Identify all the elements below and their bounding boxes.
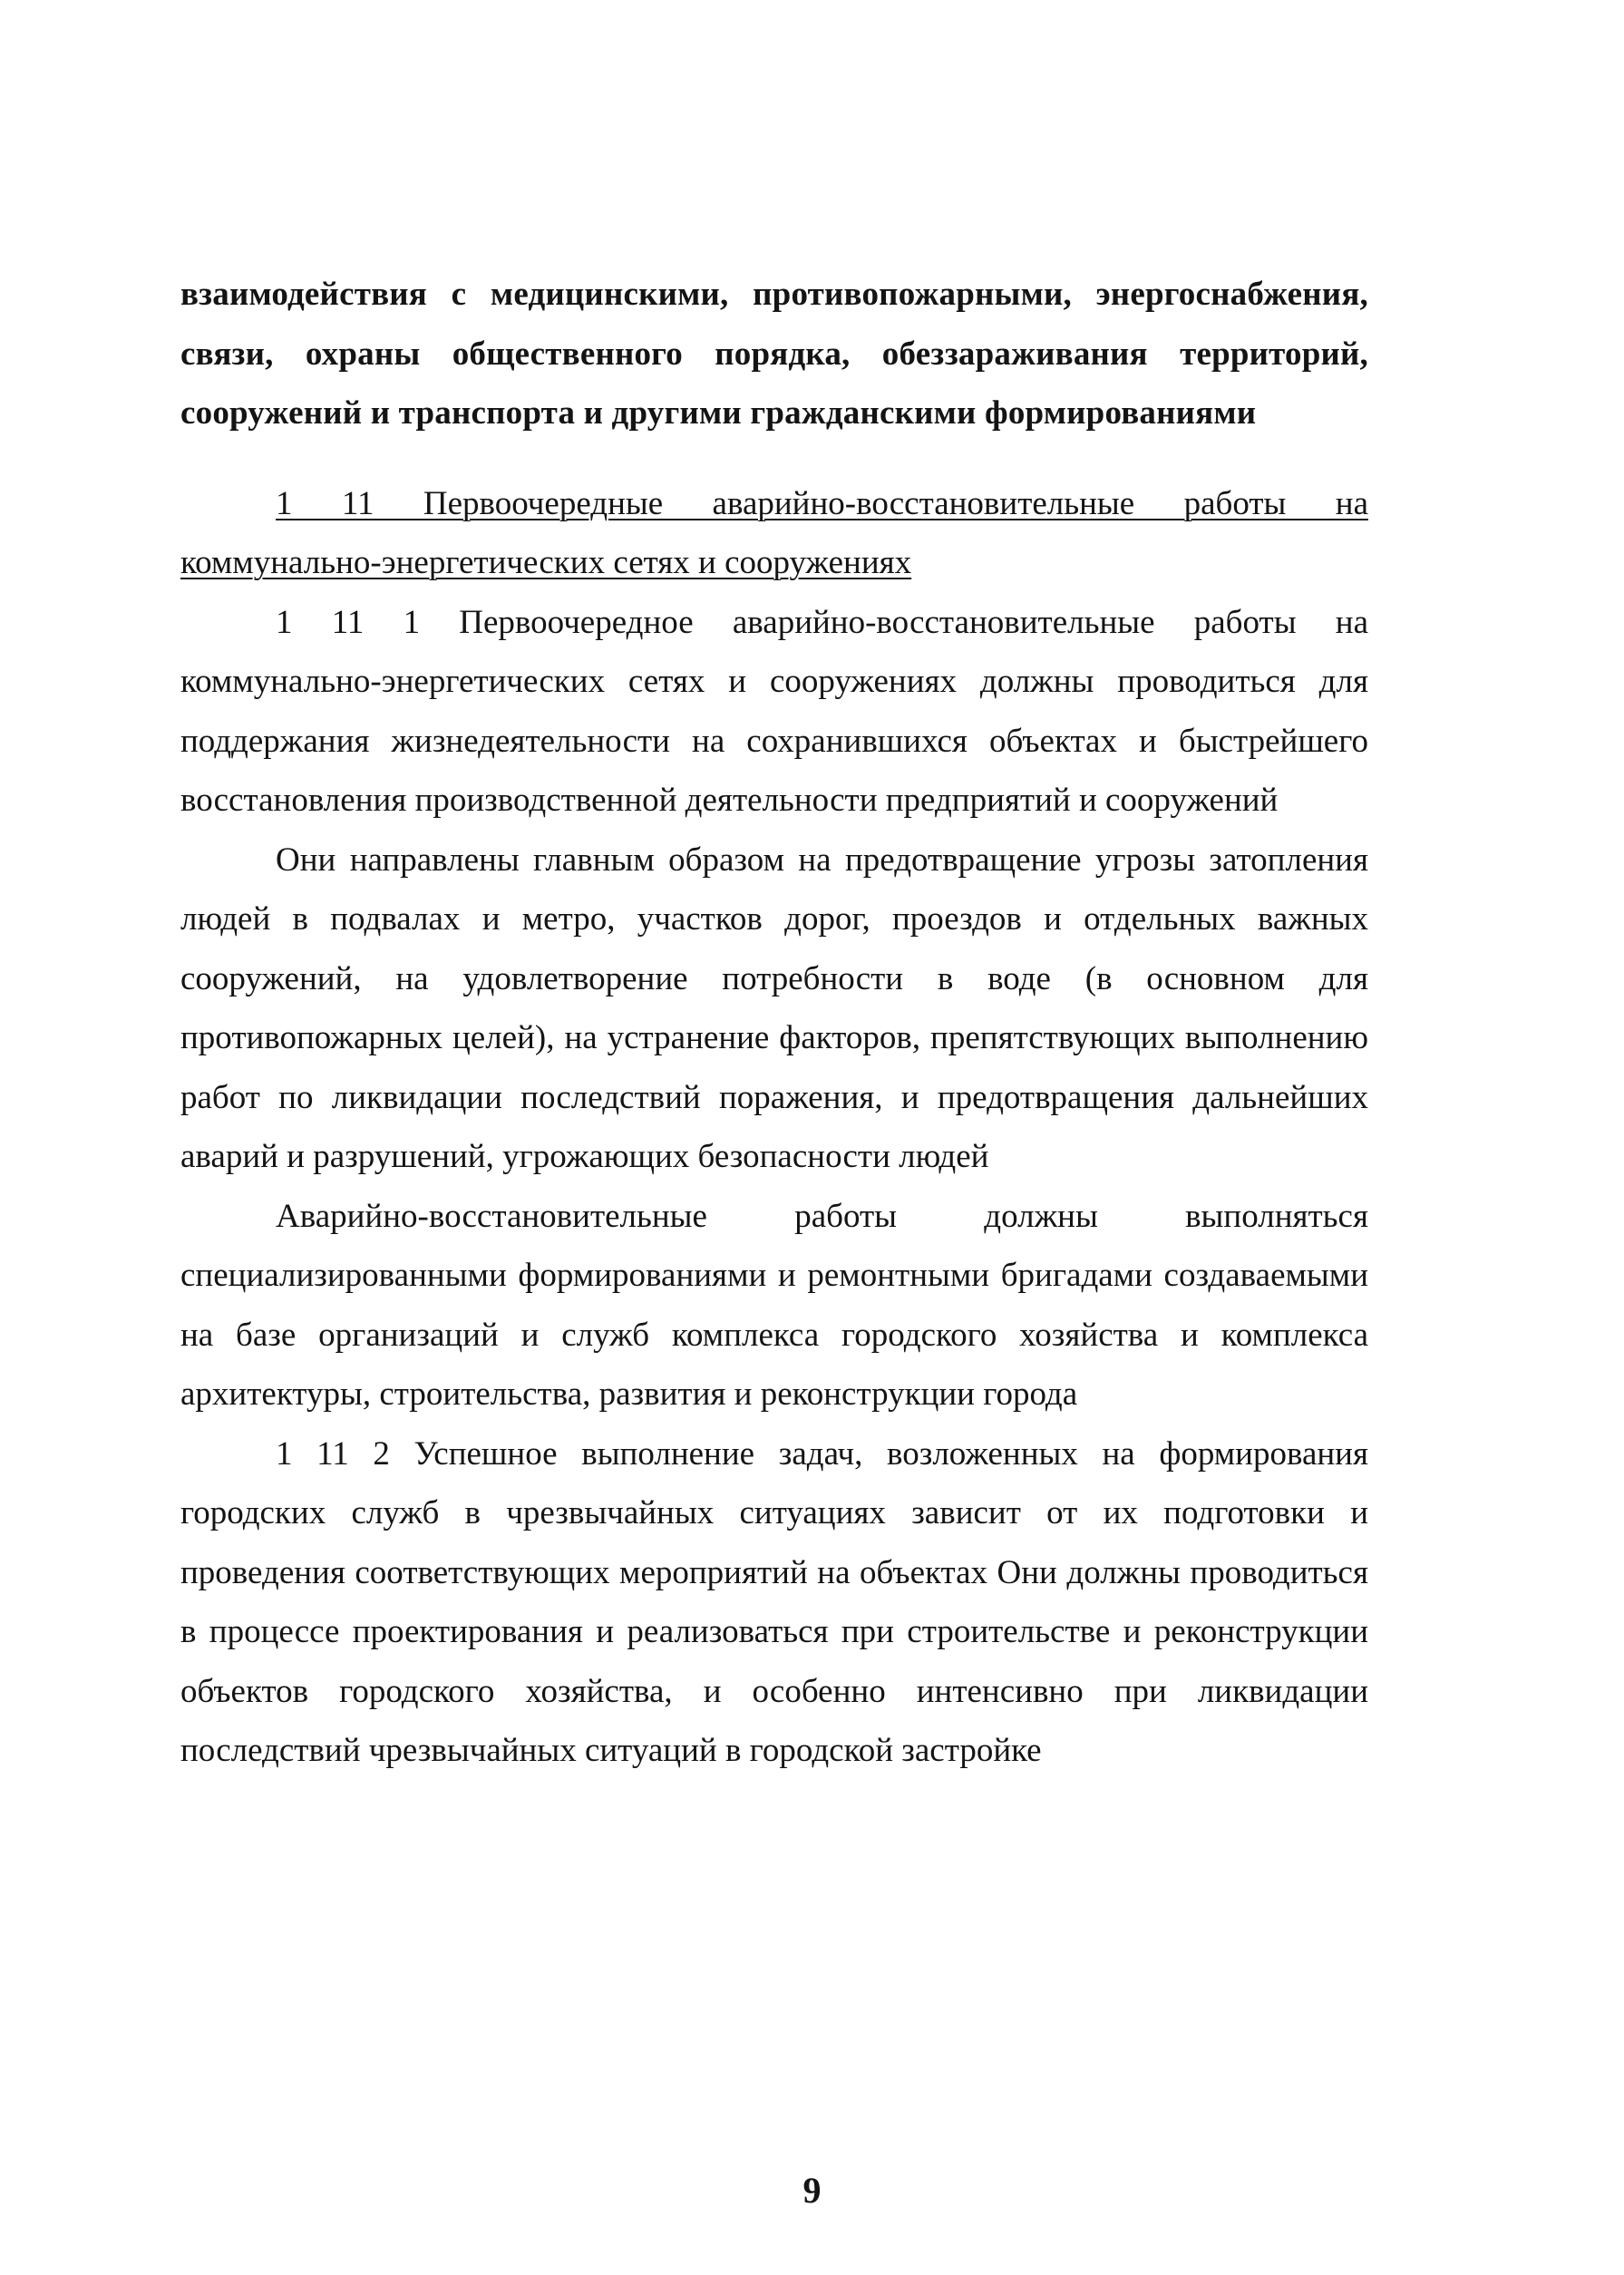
- paragraph-1-11-1: 1 11 1 Первоочередное аварийно-восстановительные работы на коммунально-энергетических сетях и сооружениях должны проводиться для поддержания жизнедеятельности на сохранившихся объектах и быстрейшего восстановления производственной деятельности предприятий и сооружений: [180, 603, 1368, 819]
- page-number: 9: [802, 2170, 822, 2211]
- section-heading-text: 1 11 Первоочередные аварийно-восстановительные работы на коммунально-энергетических сетях и сооружениях: [180, 484, 1368, 581]
- paragraph-responsible-units: Аварийно-восстановительные работы должны выполняться специализированными формированиями и ремонтными бригадами создаваемыми на базе организаций и служб комплекса городского хозяйства и комплекса архитектуры, строительства, развития и реконструкции города: [180, 1197, 1368, 1413]
- document-body: [180, 265, 1368, 1781]
- paragraph-1-11-2: 1 11 2 Успешное выполнение задач, возложенных на формирования городских служб в чрезвычайных ситуациях зависит от их подготовки и проведения соответствующих мероприятий на объектах Они должны проводиться в процессе проектирования и реализоваться при строительстве и реконструкции объектов городского хозяйства, и особенно интенсивно при ликвидации последствий чрезвычайных ситуаций в городской застройке: [180, 1434, 1368, 1769]
- intro-paragraph: взаимодействия с медицинскими, противопожарными, энергоснабжения, связи, охраны общественного порядка, обеззараживания территорий, сооружений и транспорта и другими гражданскими формированиями: [180, 276, 1368, 432]
- paragraph-purpose: Они направлены главным образом на предотвращение угрозы затопления людей в подвалах и метро, участков дорог, проездов и отдельных важных сооружений, на удовлетворение потребности в воде (в основном для противопожарных целей), на устранение факторов, препятствующих выполнению работ по ликвидации последствий поражения, и предотвращения дальнейших аварий и разрушений, угрожающих безопасности людей: [180, 841, 1368, 1175]
- section-heading: [180, 474, 1368, 593]
